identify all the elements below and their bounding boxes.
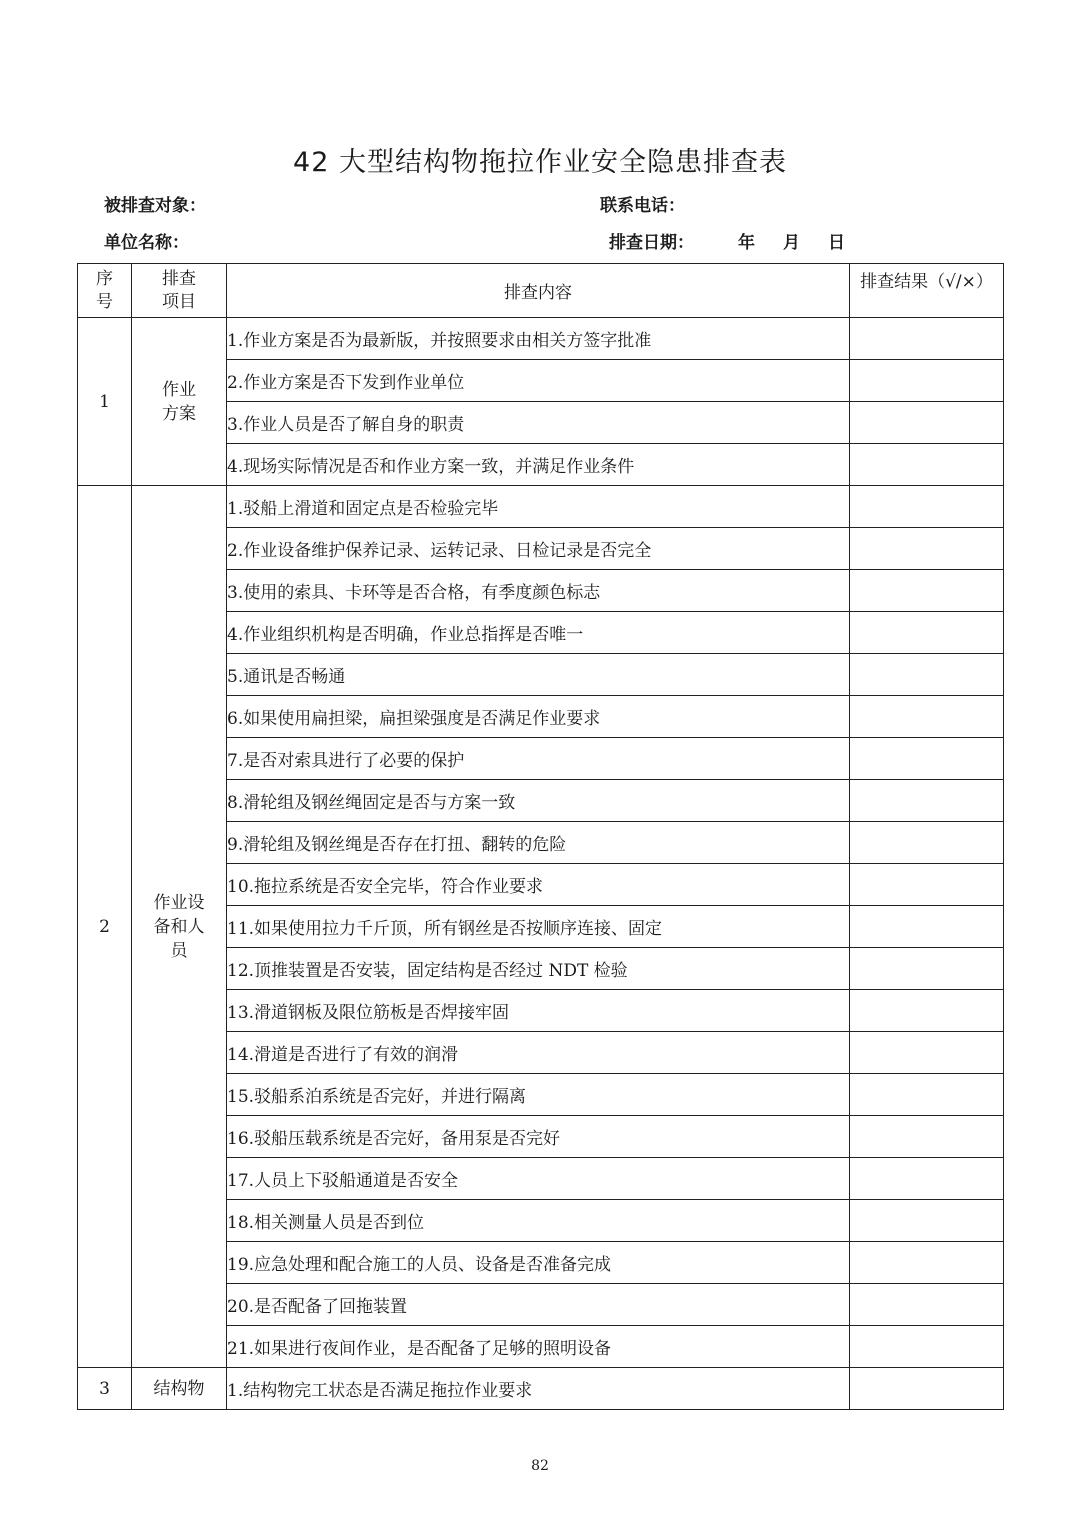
table-row (78, 486, 1004, 528)
result-cell[interactable] (850, 444, 1004, 486)
result-cell[interactable] (850, 528, 1004, 570)
result-cell[interactable] (850, 318, 1004, 360)
table-row (78, 318, 1004, 360)
check-item: 4.作业组织机构是否明确，作业总指挥是否唯一 (227, 612, 850, 654)
date-line (609, 228, 845, 253)
result-cell[interactable] (850, 1116, 1004, 1158)
header-result: 排查结果（√/×） (850, 264, 1004, 318)
check-item: 5.通讯是否畅通 (227, 654, 850, 696)
year-label: 年 (738, 233, 755, 253)
table-header-row (78, 264, 1004, 318)
check-item: 19.应急处理和配合施工的人员、设备是否准备完成 (227, 1242, 850, 1284)
header-item: 排查项目 (132, 264, 227, 318)
check-item: 1.结构物完工状态是否满足拖拉作业要求 (227, 1368, 850, 1410)
result-cell[interactable] (850, 1326, 1004, 1368)
result-cell[interactable] (850, 654, 1004, 696)
check-item: 2.作业方案是否下发到作业单位 (227, 360, 850, 402)
result-cell[interactable] (850, 864, 1004, 906)
section-seq: 2 (78, 486, 132, 1368)
check-item: 8.滑轮组及钢丝绳固定是否与方案一致 (227, 780, 850, 822)
result-cell[interactable] (850, 1368, 1004, 1410)
result-cell[interactable] (850, 1284, 1004, 1326)
check-item: 1.驳船上滑道和固定点是否检验完毕 (227, 486, 850, 528)
result-cell[interactable] (850, 402, 1004, 444)
result-cell[interactable] (850, 1074, 1004, 1116)
result-cell[interactable] (850, 1200, 1004, 1242)
month-label: 月 (783, 233, 800, 253)
result-cell[interactable] (850, 696, 1004, 738)
check-item: 7.是否对索具进行了必要的保护 (227, 738, 850, 780)
section-category: 结构物 (132, 1368, 227, 1410)
phone-label: 联系电话： (600, 196, 685, 216)
check-item: 10.拖拉系统是否安全完毕，符合作业要求 (227, 864, 850, 906)
target-label: 被排查对象： (104, 196, 206, 216)
result-cell[interactable] (850, 1242, 1004, 1284)
check-item: 12.顶推装置是否安装，固定结构是否经过 NDT 检验 (227, 948, 850, 990)
result-cell[interactable] (850, 570, 1004, 612)
unit-label: 单位名称： (104, 233, 189, 253)
check-item: 6.如果使用扁担梁，扁担梁强度是否满足作业要求 (227, 696, 850, 738)
table-row (78, 1368, 1004, 1410)
check-item: 16.驳船压载系统是否完好，备用泵是否完好 (227, 1116, 850, 1158)
check-item: 11.如果使用拉力千斤顶，所有钢丝是否按顺序连接、固定 (227, 906, 850, 948)
result-cell[interactable] (850, 486, 1004, 528)
result-cell[interactable] (850, 990, 1004, 1032)
table-body (78, 318, 1004, 1410)
result-cell[interactable] (850, 738, 1004, 780)
check-item: 13.滑道钢板及限位筋板是否焊接牢固 (227, 990, 850, 1032)
result-cell[interactable] (850, 1158, 1004, 1200)
check-item: 15.驳船系泊系统是否完好，并进行隔离 (227, 1074, 850, 1116)
check-item: 20.是否配备了回拖装置 (227, 1284, 850, 1326)
check-item: 4.现场实际情况是否和作业方案一致，并满足作业条件 (227, 444, 850, 486)
check-item: 18.相关测量人员是否到位 (227, 1200, 850, 1242)
page-number: 82 (531, 1458, 549, 1474)
check-item: 17.人员上下驳船通道是否安全 (227, 1158, 850, 1200)
result-cell[interactable] (850, 612, 1004, 654)
result-cell[interactable] (850, 360, 1004, 402)
result-cell[interactable] (850, 948, 1004, 990)
day-label: 日 (828, 233, 845, 253)
result-cell[interactable] (850, 822, 1004, 864)
page-title: 42 大型结构物拖拉作业安全隐患排查表 (293, 147, 787, 178)
result-cell[interactable] (850, 780, 1004, 822)
header-content: 排查内容 (227, 264, 850, 318)
section-seq: 1 (78, 318, 132, 486)
check-item: 9.滑轮组及钢丝绳是否存在打扭、翻转的危险 (227, 822, 850, 864)
section-category: 作业方案 (132, 318, 227, 486)
check-item: 14.滑道是否进行了有效的润滑 (227, 1032, 850, 1074)
inspection-table (77, 263, 1004, 1410)
section-seq: 3 (78, 1368, 132, 1410)
check-item: 2.作业设备维护保养记录、运转记录、日检记录是否完全 (227, 528, 850, 570)
check-item: 3.使用的索具、卡环等是否合格，有季度颜色标志 (227, 570, 850, 612)
section-category: 作业设备和人员 (132, 486, 227, 1368)
check-item: 1.作业方案是否为最新版，并按照要求由相关方签字批准 (227, 318, 850, 360)
result-cell[interactable] (850, 1032, 1004, 1074)
header-seq: 序号 (78, 264, 132, 318)
result-cell[interactable] (850, 906, 1004, 948)
check-item: 3.作业人员是否了解自身的职责 (227, 402, 850, 444)
check-item: 21.如果进行夜间作业，是否配备了足够的照明设备 (227, 1326, 850, 1368)
date-label: 排查日期： (609, 233, 694, 253)
